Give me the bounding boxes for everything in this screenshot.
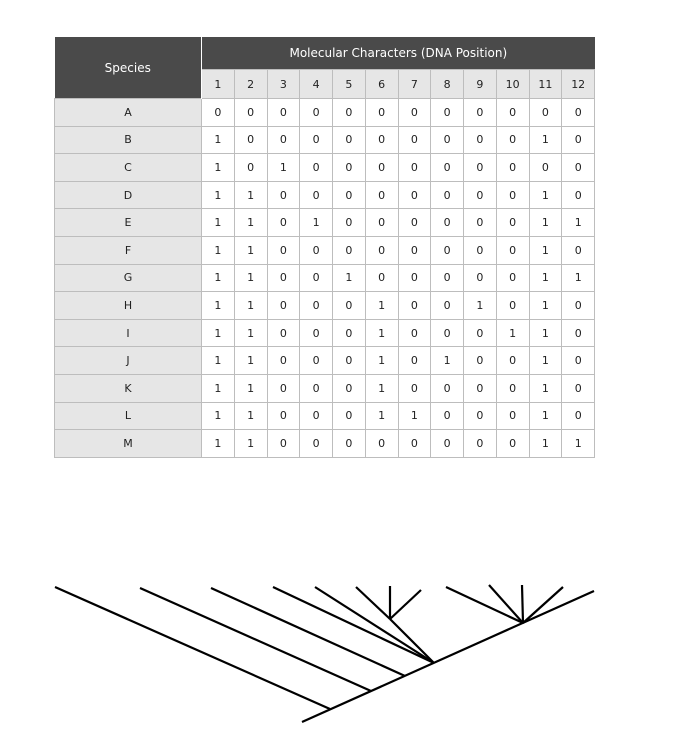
character-cell: 0 bbox=[464, 126, 497, 154]
character-cell: 0 bbox=[431, 126, 464, 154]
character-cell: 0 bbox=[431, 181, 464, 209]
character-cell: 1 bbox=[529, 209, 562, 237]
character-cell: 0 bbox=[464, 209, 497, 237]
character-cell: 0 bbox=[234, 154, 267, 182]
character-cell: 1 bbox=[234, 430, 267, 458]
character-cell: 1 bbox=[529, 374, 562, 402]
species-label: K bbox=[55, 374, 202, 402]
species-label: L bbox=[55, 402, 202, 430]
character-cell: 1 bbox=[202, 347, 235, 375]
species-label: H bbox=[55, 292, 202, 320]
character-cell: 0 bbox=[267, 264, 300, 292]
character-cell: 0 bbox=[562, 347, 595, 375]
character-cell: 1 bbox=[529, 319, 562, 347]
character-cell: 1 bbox=[234, 236, 267, 264]
character-cell: 0 bbox=[300, 126, 333, 154]
character-cell: 0 bbox=[267, 374, 300, 402]
character-cell: 1 bbox=[202, 181, 235, 209]
species-label: G bbox=[55, 264, 202, 292]
character-cell: 0 bbox=[562, 292, 595, 320]
character-cell: 0 bbox=[529, 99, 562, 127]
character-cell: 0 bbox=[267, 99, 300, 127]
character-cell: 1 bbox=[529, 126, 562, 154]
character-cell: 0 bbox=[496, 236, 529, 264]
character-cell: 1 bbox=[529, 347, 562, 375]
character-cell: 1 bbox=[202, 319, 235, 347]
molecular-characters-header: Molecular Characters (DNA Position) bbox=[202, 37, 595, 70]
character-cell: 0 bbox=[333, 181, 366, 209]
character-cell: 0 bbox=[300, 236, 333, 264]
character-cell: 0 bbox=[496, 126, 529, 154]
character-cell: 0 bbox=[562, 154, 595, 182]
matrix-body bbox=[55, 99, 595, 458]
character-cell: 1 bbox=[496, 319, 529, 347]
character-cell: 0 bbox=[300, 319, 333, 347]
table-row bbox=[55, 209, 595, 237]
character-cell: 0 bbox=[464, 430, 497, 458]
tree-tip-left-a bbox=[356, 587, 390, 619]
table-row bbox=[55, 236, 595, 264]
character-cell: 1 bbox=[365, 292, 398, 320]
species-label: I bbox=[55, 319, 202, 347]
character-cell: 0 bbox=[398, 126, 431, 154]
character-cell: 0 bbox=[202, 99, 235, 127]
character-cell: 0 bbox=[300, 292, 333, 320]
character-cell: 1 bbox=[365, 319, 398, 347]
character-cell: 1 bbox=[202, 154, 235, 182]
character-cell: 0 bbox=[398, 181, 431, 209]
position-header-12: 12 bbox=[562, 70, 595, 99]
character-cell: 0 bbox=[562, 374, 595, 402]
character-cell: 0 bbox=[431, 154, 464, 182]
character-cell: 0 bbox=[496, 181, 529, 209]
character-cell: 1 bbox=[234, 292, 267, 320]
character-cell: 0 bbox=[300, 402, 333, 430]
character-cell: 0 bbox=[267, 126, 300, 154]
position-header-3: 3 bbox=[267, 70, 300, 99]
species-label: A bbox=[55, 99, 202, 127]
character-cell: 0 bbox=[464, 374, 497, 402]
species-label: B bbox=[55, 126, 202, 154]
character-cell: 1 bbox=[529, 236, 562, 264]
tree-clade-stem-left bbox=[390, 619, 434, 663]
character-cell: 0 bbox=[365, 126, 398, 154]
character-cell: 0 bbox=[562, 181, 595, 209]
character-cell: 0 bbox=[496, 430, 529, 458]
character-cell: 0 bbox=[267, 236, 300, 264]
character-cell: 0 bbox=[267, 402, 300, 430]
character-cell: 0 bbox=[464, 154, 497, 182]
character-cell: 1 bbox=[234, 374, 267, 402]
character-cell: 1 bbox=[267, 154, 300, 182]
character-cell: 0 bbox=[267, 430, 300, 458]
character-cell: 0 bbox=[365, 430, 398, 458]
character-cell: 1 bbox=[234, 402, 267, 430]
table-row bbox=[55, 402, 595, 430]
character-matrix-table bbox=[54, 37, 595, 458]
character-cell: 1 bbox=[562, 264, 595, 292]
character-cell: 0 bbox=[398, 236, 431, 264]
character-cell: 0 bbox=[398, 374, 431, 402]
character-cell: 1 bbox=[202, 236, 235, 264]
character-cell: 0 bbox=[333, 292, 366, 320]
character-cell: 1 bbox=[398, 402, 431, 430]
tree-tip-right-b bbox=[489, 585, 523, 623]
character-cell: 1 bbox=[202, 126, 235, 154]
cladogram bbox=[0, 560, 696, 749]
position-header-5: 5 bbox=[333, 70, 366, 99]
character-cell: 1 bbox=[202, 402, 235, 430]
character-cell: 0 bbox=[333, 236, 366, 264]
character-cell: 0 bbox=[464, 402, 497, 430]
position-header-2: 2 bbox=[234, 70, 267, 99]
character-cell: 0 bbox=[431, 402, 464, 430]
character-cell: 0 bbox=[431, 236, 464, 264]
character-cell: 1 bbox=[562, 430, 595, 458]
position-header-7: 7 bbox=[398, 70, 431, 99]
tree-branch-5 bbox=[315, 587, 434, 663]
character-cell: 0 bbox=[496, 374, 529, 402]
character-cell: 0 bbox=[496, 292, 529, 320]
character-cell: 0 bbox=[300, 347, 333, 375]
character-cell: 0 bbox=[496, 402, 529, 430]
character-cell: 0 bbox=[333, 402, 366, 430]
character-cell: 1 bbox=[202, 374, 235, 402]
character-cell: 0 bbox=[333, 99, 366, 127]
character-cell: 1 bbox=[234, 319, 267, 347]
table-row bbox=[55, 292, 595, 320]
character-cell: 0 bbox=[562, 402, 595, 430]
character-cell: 0 bbox=[267, 319, 300, 347]
character-cell: 0 bbox=[365, 264, 398, 292]
character-cell: 0 bbox=[300, 374, 333, 402]
table-row bbox=[55, 430, 595, 458]
character-cell: 1 bbox=[365, 347, 398, 375]
character-cell: 1 bbox=[202, 264, 235, 292]
character-cell: 0 bbox=[267, 292, 300, 320]
character-cell: 0 bbox=[398, 347, 431, 375]
character-cell: 1 bbox=[300, 209, 333, 237]
tree-tip-left-c bbox=[390, 590, 421, 619]
character-cell: 1 bbox=[464, 292, 497, 320]
table-row bbox=[55, 99, 595, 127]
table-row bbox=[55, 374, 595, 402]
tree-tip-right-d bbox=[523, 587, 563, 623]
character-cell: 1 bbox=[234, 181, 267, 209]
character-cell: 0 bbox=[333, 430, 366, 458]
species-label: D bbox=[55, 181, 202, 209]
character-cell: 1 bbox=[234, 264, 267, 292]
character-cell: 0 bbox=[333, 374, 366, 402]
character-cell: 0 bbox=[464, 99, 497, 127]
character-cell: 0 bbox=[333, 154, 366, 182]
character-cell: 0 bbox=[300, 99, 333, 127]
character-cell: 0 bbox=[529, 154, 562, 182]
character-cell: 0 bbox=[496, 154, 529, 182]
tree-tip-right-a bbox=[446, 587, 523, 623]
table-row bbox=[55, 154, 595, 182]
character-cell: 0 bbox=[333, 209, 366, 237]
character-cell: 0 bbox=[300, 430, 333, 458]
character-cell: 0 bbox=[234, 99, 267, 127]
table-row bbox=[55, 181, 595, 209]
character-cell: 1 bbox=[529, 181, 562, 209]
character-cell: 0 bbox=[562, 99, 595, 127]
character-cell: 0 bbox=[464, 319, 497, 347]
character-cell: 0 bbox=[300, 264, 333, 292]
character-cell: 1 bbox=[431, 347, 464, 375]
character-cell: 0 bbox=[267, 209, 300, 237]
character-cell: 0 bbox=[562, 236, 595, 264]
position-header-8: 8 bbox=[431, 70, 464, 99]
character-cell: 0 bbox=[398, 292, 431, 320]
character-cell: 0 bbox=[496, 347, 529, 375]
character-cell: 0 bbox=[365, 209, 398, 237]
position-header-1: 1 bbox=[202, 70, 235, 99]
character-cell: 1 bbox=[202, 430, 235, 458]
position-header-11: 11 bbox=[529, 70, 562, 99]
character-cell: 1 bbox=[202, 292, 235, 320]
character-cell: 0 bbox=[300, 154, 333, 182]
species-label: M bbox=[55, 430, 202, 458]
character-cell: 0 bbox=[496, 99, 529, 127]
character-cell: 0 bbox=[267, 347, 300, 375]
character-cell: 0 bbox=[398, 264, 431, 292]
character-cell: 1 bbox=[529, 264, 562, 292]
character-cell: 0 bbox=[333, 126, 366, 154]
character-cell: 0 bbox=[234, 126, 267, 154]
character-cell: 0 bbox=[398, 99, 431, 127]
character-cell: 0 bbox=[431, 99, 464, 127]
tree-tip-right-c bbox=[522, 585, 523, 623]
character-cell: 0 bbox=[496, 264, 529, 292]
position-header-6: 6 bbox=[365, 70, 398, 99]
character-cell: 0 bbox=[464, 347, 497, 375]
species-label: F bbox=[55, 236, 202, 264]
character-cell: 1 bbox=[529, 402, 562, 430]
character-cell: 0 bbox=[365, 154, 398, 182]
character-cell: 0 bbox=[267, 181, 300, 209]
tree-branch-1 bbox=[55, 587, 330, 709]
position-header-9: 9 bbox=[464, 70, 497, 99]
character-cell: 0 bbox=[464, 181, 497, 209]
character-cell: 1 bbox=[529, 430, 562, 458]
character-cell: 1 bbox=[365, 374, 398, 402]
species-label: E bbox=[55, 209, 202, 237]
table-row bbox=[55, 126, 595, 154]
character-cell: 1 bbox=[234, 347, 267, 375]
character-cell: 0 bbox=[464, 236, 497, 264]
position-header-10: 10 bbox=[496, 70, 529, 99]
species-label: J bbox=[55, 347, 202, 375]
character-cell: 0 bbox=[365, 236, 398, 264]
character-cell: 0 bbox=[431, 292, 464, 320]
species-label: C bbox=[55, 154, 202, 182]
table-row bbox=[55, 319, 595, 347]
character-cell: 0 bbox=[398, 209, 431, 237]
character-cell: 0 bbox=[365, 99, 398, 127]
character-cell: 0 bbox=[300, 181, 333, 209]
tree-spine bbox=[302, 591, 594, 722]
character-cell: 0 bbox=[398, 430, 431, 458]
character-cell: 0 bbox=[333, 347, 366, 375]
character-cell: 1 bbox=[333, 264, 366, 292]
species-header: Species bbox=[55, 37, 202, 99]
character-cell: 1 bbox=[202, 209, 235, 237]
character-cell: 0 bbox=[562, 126, 595, 154]
character-cell: 1 bbox=[234, 209, 267, 237]
character-cell: 0 bbox=[333, 319, 366, 347]
table-row bbox=[55, 264, 595, 292]
character-cell: 0 bbox=[431, 319, 464, 347]
character-cell: 0 bbox=[562, 319, 595, 347]
character-cell: 1 bbox=[365, 402, 398, 430]
character-cell: 0 bbox=[398, 154, 431, 182]
position-header-4: 4 bbox=[300, 70, 333, 99]
character-cell: 1 bbox=[562, 209, 595, 237]
character-cell: 0 bbox=[431, 374, 464, 402]
character-cell: 0 bbox=[431, 209, 464, 237]
character-cell: 0 bbox=[365, 181, 398, 209]
character-cell: 0 bbox=[464, 264, 497, 292]
character-cell: 0 bbox=[431, 264, 464, 292]
character-cell: 0 bbox=[431, 430, 464, 458]
character-cell: 0 bbox=[496, 209, 529, 237]
character-cell: 1 bbox=[529, 292, 562, 320]
table-row bbox=[55, 347, 595, 375]
character-cell: 0 bbox=[398, 319, 431, 347]
